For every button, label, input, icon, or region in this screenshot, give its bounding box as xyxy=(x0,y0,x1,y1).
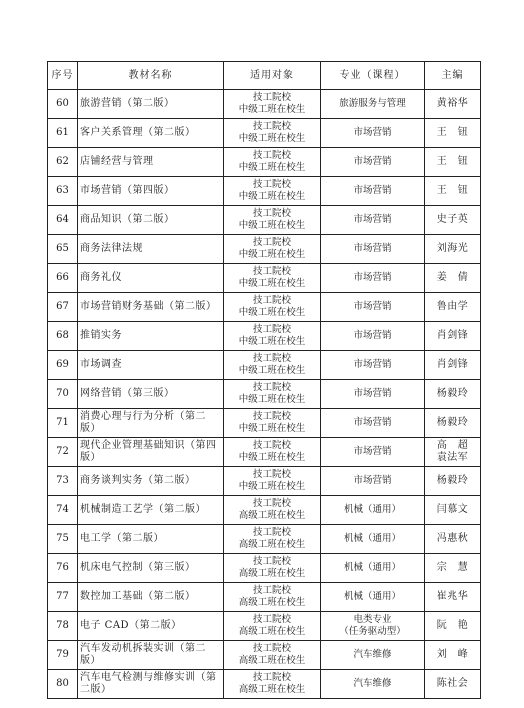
major-course-cell xyxy=(321,322,425,351)
major-course-cell-line: 机械（通用） xyxy=(343,591,401,602)
target-audience-cell-line: 技工院校 xyxy=(252,295,291,306)
target-audience-cell-line: 高级工班在校生 xyxy=(238,539,306,550)
table-row xyxy=(48,264,481,293)
major-course-cell xyxy=(321,612,425,641)
table-row xyxy=(48,206,481,235)
serial-number-cell: 64 xyxy=(48,206,78,235)
textbook-name-cell: 消费心理与行为分析（第二版） xyxy=(78,409,224,438)
target-audience-cell xyxy=(224,496,321,525)
target-audience-cell xyxy=(224,670,321,699)
target-audience-cell-line: 中级工班在校生 xyxy=(238,423,306,434)
target-audience-cell-line: 中级工班在校生 xyxy=(238,394,306,405)
target-audience-cell-line: 中级工班在校生 xyxy=(238,452,306,463)
header-row xyxy=(48,62,481,90)
serial-number-cell: 79 xyxy=(48,641,78,670)
textbook-name-cell: 客户关系管理（第二版） xyxy=(78,119,224,148)
target-audience-cell xyxy=(224,293,321,322)
target-audience-cell-line: 中级工班在校生 xyxy=(238,191,306,202)
major-course-cell xyxy=(321,351,425,380)
chief-editor-cell-line: 闫慕文 xyxy=(436,504,469,515)
major-course-cell-line: 市场营销 xyxy=(353,156,392,167)
chief-editor-cell-line: 宗 慧 xyxy=(436,562,469,573)
textbook-name-cell: 网络营销（第三版） xyxy=(78,380,224,409)
target-audience-cell-line: 中级工班在校生 xyxy=(238,307,306,318)
major-course-cell-line: 市场营销 xyxy=(353,417,392,428)
serial-number-cell: 61 xyxy=(48,119,78,148)
target-audience-cell-line: 技工院校 xyxy=(252,643,291,654)
chief-editor-cell-line: 刘海光 xyxy=(436,243,469,254)
serial-number-cell: 76 xyxy=(48,554,78,583)
chief-editor-cell xyxy=(425,90,481,119)
target-audience-cell xyxy=(224,177,321,206)
target-audience-cell xyxy=(224,148,321,177)
target-audience-cell xyxy=(224,438,321,467)
target-audience-cell-line: 高级工班在校生 xyxy=(238,655,306,666)
major-course-cell-line: 市场营销 xyxy=(353,127,392,138)
target-audience-cell-line: 技工院校 xyxy=(252,614,291,625)
header-textbook-name: 教材名称 xyxy=(78,62,224,90)
target-audience-cell-line: 技工院校 xyxy=(252,469,291,480)
major-course-cell-line: 市场营销 xyxy=(353,214,392,225)
chief-editor-cell-line: 王 钮 xyxy=(436,156,469,167)
chief-editor-cell xyxy=(425,641,481,670)
target-audience-cell xyxy=(224,90,321,119)
chief-editor-cell-line: 黄裕华 xyxy=(436,98,469,109)
chief-editor-cell-line: 崔兆华 xyxy=(436,591,469,602)
chief-editor-cell xyxy=(425,206,481,235)
chief-editor-cell xyxy=(425,438,481,467)
textbook-name-cell: 商务法律法规 xyxy=(78,235,224,264)
chief-editor-cell-line: 杨毅玲 xyxy=(436,475,469,486)
header-target-audience: 适用对象 xyxy=(224,62,321,90)
target-audience-cell xyxy=(224,467,321,496)
chief-editor-cell-line: 鲁由学 xyxy=(436,301,469,312)
table-row xyxy=(48,612,481,641)
chief-editor-cell-line: 肖剑锋 xyxy=(436,330,469,341)
textbook-name-cell: 市场营销（第四版） xyxy=(78,177,224,206)
serial-number-cell: 77 xyxy=(48,583,78,612)
table-body xyxy=(48,90,481,699)
chief-editor-cell xyxy=(425,554,481,583)
target-audience-cell-line: 技工院校 xyxy=(252,498,291,509)
major-course-cell xyxy=(321,380,425,409)
major-course-cell xyxy=(321,148,425,177)
target-audience-cell xyxy=(224,641,321,670)
chief-editor-cell-line: 刘 峰 xyxy=(436,649,469,660)
major-course-cell-line: 市场营销 xyxy=(353,359,392,370)
serial-number-cell: 80 xyxy=(48,670,78,699)
serial-number-cell: 75 xyxy=(48,525,78,554)
chief-editor-cell xyxy=(425,583,481,612)
target-audience-cell xyxy=(224,612,321,641)
chief-editor-cell xyxy=(425,322,481,351)
serial-number-cell: 70 xyxy=(48,380,78,409)
major-course-cell-line: 电类专业 xyxy=(353,614,392,625)
target-audience-cell-line: 高级工班在校生 xyxy=(238,684,306,695)
chief-editor-cell-line: 肖剑锋 xyxy=(436,359,469,370)
chief-editor-cell xyxy=(425,409,481,438)
target-audience-cell xyxy=(224,554,321,583)
target-audience-cell-line: 高级工班在校生 xyxy=(238,597,306,608)
textbook-name-cell: 机械制造工艺学（第二版） xyxy=(78,496,224,525)
major-course-cell xyxy=(321,496,425,525)
table-header xyxy=(48,62,481,90)
textbook-name-cell: 电工学（第二版） xyxy=(78,525,224,554)
major-course-cell-line: 市场营销 xyxy=(353,301,392,312)
target-audience-cell xyxy=(224,409,321,438)
textbook-name-cell: 商务礼仪 xyxy=(78,264,224,293)
major-course-cell xyxy=(321,554,425,583)
table-row xyxy=(48,90,481,119)
chief-editor-cell-line: 冯惠秋 xyxy=(436,533,469,544)
table-row xyxy=(48,467,481,496)
major-course-cell-line: 汽车维修 xyxy=(353,678,392,689)
textbook-name-cell: 市场营销财务基础（第二版） xyxy=(78,293,224,322)
chief-editor-cell-line: 王 钮 xyxy=(436,185,469,196)
major-course-cell xyxy=(321,525,425,554)
textbook-name-cell: 汽车发动机拆装实训（第二版） xyxy=(78,641,224,670)
major-course-cell xyxy=(321,438,425,467)
serial-number-cell: 71 xyxy=(48,409,78,438)
table-row xyxy=(48,641,481,670)
chief-editor-cell-line: 王 钮 xyxy=(436,127,469,138)
target-audience-cell-line: 中级工班在校生 xyxy=(238,104,306,115)
textbook-name-cell: 汽车电气检测与维修实训（第二版） xyxy=(78,670,224,699)
major-course-cell-line: 机械（通用） xyxy=(343,504,401,515)
chief-editor-cell-line: 陈社会 xyxy=(436,678,469,689)
major-course-cell-line: 市场营销 xyxy=(353,272,392,283)
chief-editor-cell-line: 史子英 xyxy=(436,214,469,225)
table-row xyxy=(48,148,481,177)
major-course-cell xyxy=(321,641,425,670)
header-major-course: 专业（课程） xyxy=(321,62,425,90)
chief-editor-cell xyxy=(425,380,481,409)
table-row xyxy=(48,177,481,206)
target-audience-cell xyxy=(224,351,321,380)
target-audience-cell-line: 技工院校 xyxy=(252,672,291,683)
table-row xyxy=(48,583,481,612)
table-row xyxy=(48,293,481,322)
table-row xyxy=(48,351,481,380)
major-course-cell-line: 旅游服务与管理 xyxy=(339,98,406,109)
chief-editor-cell xyxy=(425,670,481,699)
target-audience-cell-line: 技工院校 xyxy=(252,237,291,248)
table-row xyxy=(48,380,481,409)
target-audience-cell xyxy=(224,235,321,264)
chief-editor-cell xyxy=(425,525,481,554)
chief-editor-cell xyxy=(425,467,481,496)
target-audience-cell-line: 中级工班在校生 xyxy=(238,220,306,231)
target-audience-cell-line: 技工院校 xyxy=(252,179,291,190)
chief-editor-cell-line: 阮 艳 xyxy=(436,620,469,631)
major-course-cell-line: 机械（通用） xyxy=(343,533,401,544)
serial-number-cell: 78 xyxy=(48,612,78,641)
chief-editor-cell xyxy=(425,496,481,525)
serial-number-cell: 65 xyxy=(48,235,78,264)
major-course-cell xyxy=(321,583,425,612)
header-serial-number: 序号 xyxy=(48,62,78,90)
serial-number-cell: 72 xyxy=(48,438,78,467)
serial-number-cell: 63 xyxy=(48,177,78,206)
chief-editor-cell-line: 高 超 xyxy=(436,440,469,451)
major-course-cell-line: 汽车维修 xyxy=(353,649,392,660)
chief-editor-cell xyxy=(425,177,481,206)
target-audience-cell-line: 技工院校 xyxy=(252,440,291,451)
major-course-cell-line: 市场营销 xyxy=(353,185,392,196)
major-course-cell-line: 市场营销 xyxy=(353,475,392,486)
target-audience-cell-line: 技工院校 xyxy=(252,382,291,393)
serial-number-cell: 68 xyxy=(48,322,78,351)
target-audience-cell-line: 中级工班在校生 xyxy=(238,249,306,260)
major-course-cell xyxy=(321,119,425,148)
chief-editor-cell xyxy=(425,264,481,293)
major-course-cell-line: 机械（通用） xyxy=(343,562,401,573)
table-row xyxy=(48,525,481,554)
textbook-name-cell: 推销实务 xyxy=(78,322,224,351)
major-course-cell xyxy=(321,90,425,119)
chief-editor-cell xyxy=(425,148,481,177)
serial-number-cell: 66 xyxy=(48,264,78,293)
table-row xyxy=(48,322,481,351)
target-audience-cell xyxy=(224,206,321,235)
target-audience-cell-line: 技工院校 xyxy=(252,556,291,567)
textbook-name-cell: 市场调查 xyxy=(78,351,224,380)
chief-editor-cell-line: 袁法军 xyxy=(436,452,469,463)
table-row xyxy=(48,554,481,583)
textbook-name-cell: 机床电气控制（第三版） xyxy=(78,554,224,583)
chief-editor-cell-line: 杨毅玲 xyxy=(436,417,469,428)
major-course-cell-line: 市场营销 xyxy=(353,388,392,399)
target-audience-cell-line: 技工院校 xyxy=(252,208,291,219)
major-course-cell xyxy=(321,670,425,699)
serial-number-cell: 67 xyxy=(48,293,78,322)
table-row xyxy=(48,438,481,467)
target-audience-cell-line: 技工院校 xyxy=(252,527,291,538)
chief-editor-cell xyxy=(425,293,481,322)
target-audience-cell xyxy=(224,525,321,554)
target-audience-cell xyxy=(224,583,321,612)
target-audience-cell xyxy=(224,380,321,409)
textbook-name-cell: 数控加工基础（第二版） xyxy=(78,583,224,612)
target-audience-cell-line: 高级工班在校生 xyxy=(238,510,306,521)
textbook-name-cell: 现代企业管理基础知识（第四版） xyxy=(78,438,224,467)
chief-editor-cell xyxy=(425,612,481,641)
chief-editor-cell-line: 姜 倩 xyxy=(436,272,469,283)
major-course-cell-line: 市场营销 xyxy=(353,330,392,341)
chief-editor-cell xyxy=(425,351,481,380)
textbook-name-cell: 商品知识（第二版） xyxy=(78,206,224,235)
target-audience-cell-line: 中级工班在校生 xyxy=(238,162,306,173)
major-course-cell xyxy=(321,409,425,438)
textbook-name-cell: 电子 CAD（第二版） xyxy=(78,612,224,641)
major-course-cell-line: 市场营销 xyxy=(353,446,392,457)
target-audience-cell-line: 技工院校 xyxy=(252,150,291,161)
table-row xyxy=(48,119,481,148)
target-audience-cell-line: 技工院校 xyxy=(252,92,291,103)
textbook-name-cell: 店铺经营与管理 xyxy=(78,148,224,177)
target-audience-cell-line: 高级工班在校生 xyxy=(238,568,306,579)
chief-editor-cell xyxy=(425,119,481,148)
header-chief-editor: 主编 xyxy=(425,62,481,90)
major-course-cell xyxy=(321,235,425,264)
textbook-name-cell: 商务谈判实务（第二版） xyxy=(78,467,224,496)
serial-number-cell: 69 xyxy=(48,351,78,380)
target-audience-cell xyxy=(224,322,321,351)
major-course-cell-line: （任务驱动型） xyxy=(339,626,406,637)
textbook-name-cell: 旅游营销（第二版） xyxy=(78,90,224,119)
major-course-cell xyxy=(321,467,425,496)
table-row xyxy=(48,409,481,438)
serial-number-cell: 74 xyxy=(48,496,78,525)
serial-number-cell: 73 xyxy=(48,467,78,496)
chief-editor-cell xyxy=(425,235,481,264)
textbook-catalog-table xyxy=(47,61,481,699)
major-course-cell-line: 市场营销 xyxy=(353,243,392,254)
target-audience-cell-line: 技工院校 xyxy=(252,353,291,364)
target-audience-cell-line: 中级工班在校生 xyxy=(238,133,306,144)
target-audience-cell-line: 技工院校 xyxy=(252,411,291,422)
table-row xyxy=(48,235,481,264)
major-course-cell xyxy=(321,293,425,322)
table-row xyxy=(48,496,481,525)
major-course-cell xyxy=(321,206,425,235)
target-audience-cell-line: 中级工班在校生 xyxy=(238,278,306,289)
table-row xyxy=(48,670,481,699)
target-audience-cell-line: 高级工班在校生 xyxy=(238,626,306,637)
major-course-cell xyxy=(321,264,425,293)
major-course-cell xyxy=(321,177,425,206)
target-audience-cell-line: 技工院校 xyxy=(252,121,291,132)
chief-editor-cell-line: 杨毅玲 xyxy=(436,388,469,399)
target-audience-cell-line: 中级工班在校生 xyxy=(238,481,306,492)
target-audience-cell xyxy=(224,264,321,293)
target-audience-cell-line: 技工院校 xyxy=(252,324,291,335)
serial-number-cell: 62 xyxy=(48,148,78,177)
target-audience-cell-line: 中级工班在校生 xyxy=(238,336,306,347)
target-audience-cell xyxy=(224,119,321,148)
target-audience-cell-line: 技工院校 xyxy=(252,266,291,277)
target-audience-cell-line: 中级工班在校生 xyxy=(238,365,306,376)
serial-number-cell: 60 xyxy=(48,90,78,119)
target-audience-cell-line: 技工院校 xyxy=(252,585,291,596)
